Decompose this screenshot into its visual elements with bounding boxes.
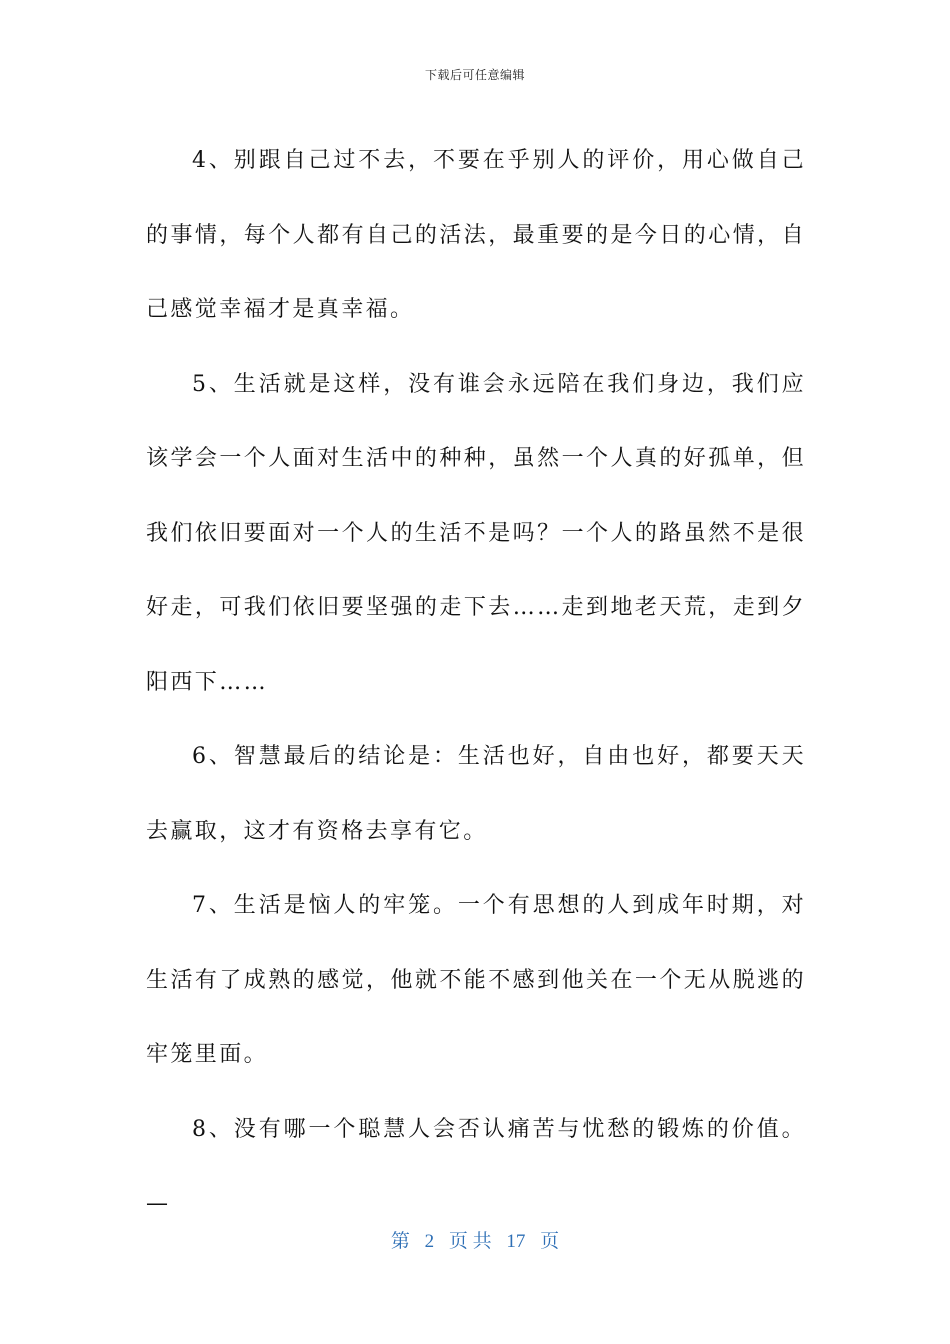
paragraph-8: 8、没有哪一个聪慧人会否认痛苦与忧愁的锻炼的价值。— bbox=[146, 1116, 806, 1216]
page-footer bbox=[0, 1226, 950, 1253]
footer-prefix: 第 bbox=[390, 1231, 410, 1252]
footer-mid: 页 共 bbox=[448, 1231, 492, 1252]
footer-suffix: 页 bbox=[540, 1231, 560, 1252]
footer-page-number: 2 bbox=[424, 1231, 435, 1252]
paragraph-5: 5、生活就是这样，没有谁会永远陪在我们身边，我们应该学会一个人面对生活中的种种，虽然一个人真的好孤单，但我们依旧要面对一个人的生活不是吗？一个人的路虽然不是很好走，可我们依旧要坚强的走下去……走到地老天荒，走到夕阳西下…… bbox=[146, 371, 806, 695]
paragraph-7: 7、生活是恼人的牢笼。一个有思想的人到成年时期，对生活有了成熟的感觉，他就不能不感到他关在一个无从脱逃的牢笼里面。 bbox=[146, 893, 806, 1067]
document-body bbox=[146, 124, 806, 1242]
footer-total-pages: 17 bbox=[506, 1231, 526, 1252]
page-header-note: 下载后可任意编辑 bbox=[424, 68, 525, 82]
paragraph-6: 6、智慧最后的结论是：生活也好，自由也好，都要天天去赢取，这才有资格去享有它。 bbox=[146, 744, 806, 844]
paragraph-4: 4、别跟自己过不去，不要在乎别人的评价，用心做自己的事情，每个人都有自己的活法，最重要的是今日的心情，自己感觉幸福才是真幸福。 bbox=[146, 148, 806, 322]
